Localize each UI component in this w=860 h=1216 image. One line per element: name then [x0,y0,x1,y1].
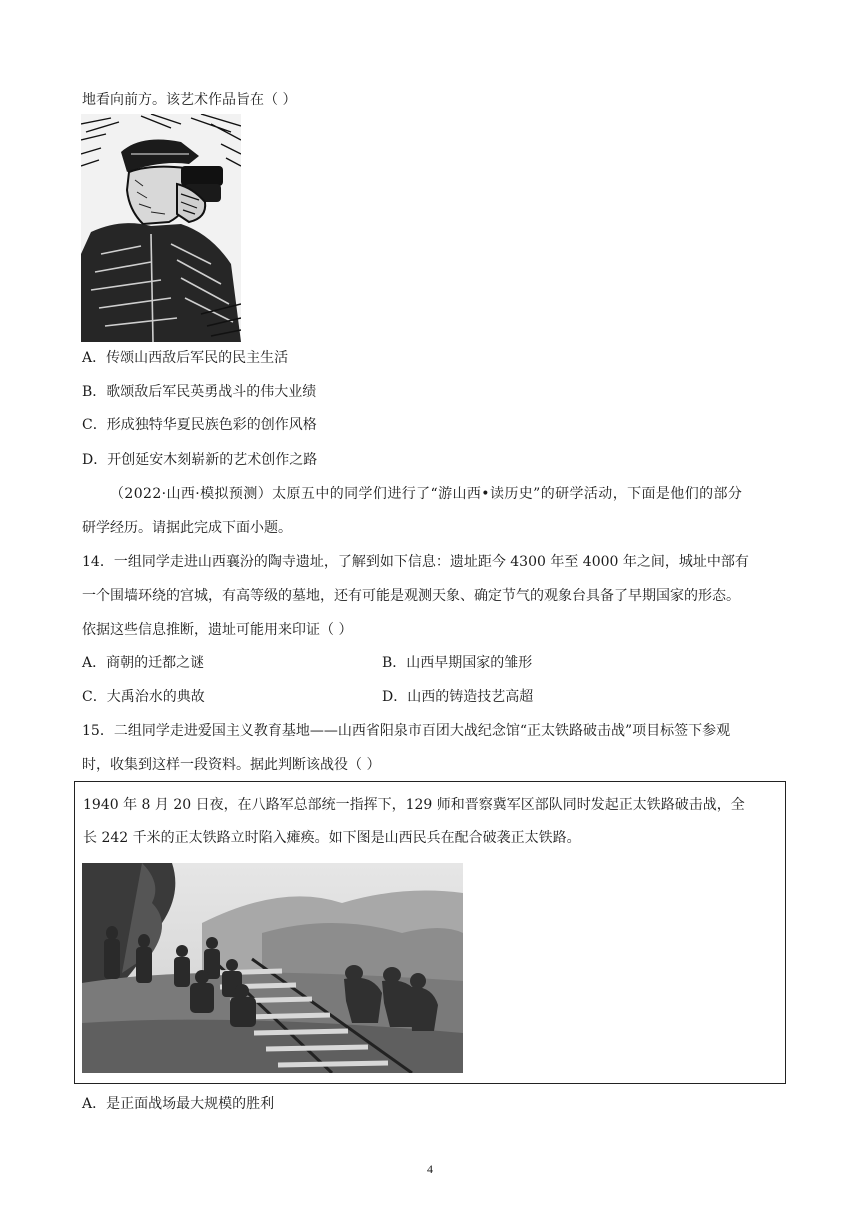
q14-stem-line-3: 依据这些信息推断，遗址可能用来印证（ ） [82,622,353,638]
q13-stem-tail: 地看向前方。该艺术作品旨在（ ） [82,92,297,108]
q14-stem-line-1: 14．一组同学走进山西襄汾的陶寺遗址，了解到如下信息：遗址距今 4300 年至 4000 年之间，城址中部有 [82,554,749,570]
q14-option-a: A．商朝的迁都之谜 [82,655,205,671]
q15-material-box [74,781,786,1084]
q15-stem-line-2: 时，收集到这样一段资料。据此判断该战役（ ） [82,757,381,773]
woodcut-soldier-binoculars-image [81,114,241,342]
q14-option-b: B．山西早期国家的雏形 [382,655,533,671]
q14-option-d: D．山西的铸造技艺高超 [382,689,534,705]
page-number: 4 [427,1162,433,1176]
q13-option-b: B．歌颂敌后军民英勇战斗的伟大业绩 [82,384,317,400]
q14-stem-line-2: 一个围墙环绕的宫城，有高等级的墓地，还有可能是观测天象、确定节气的观象台具备了早期国家的形态。 [82,588,740,604]
intro-line-2: 研学经历。请据此完成下面小题。 [82,520,292,536]
q13-option-c: C．形成独特华夏民族色彩的创作风格 [82,417,317,433]
q15-option-a: A．是正面战场最大规模的胜利 [82,1096,275,1112]
q13-option-d: D．开创延安木刻崭新的艺术创作之路 [82,452,318,468]
q14-option-c: C．大禹治水的典故 [82,689,205,705]
q15-material-line-2: 长 242 千米的正太铁路立时陷入瘫痪。如下图是山西民兵在配合破袭正太铁路。 [83,830,581,846]
q15-material-line-1: 1940 年 8 月 20 日夜，在八路军总部统一指挥下，129 师和晋察冀军区部队同时发起正太铁路破击战，全 [83,797,745,813]
q13-option-a: A．传颂山西敌后军民的民主生活 [82,350,289,366]
q15-stem-line-1: 15．二组同学走进爱国主义教育基地——山西省阳泉市百团大战纪念馆“正太铁路破击战”项目标签下参观 [82,723,731,739]
intro-line-1: （2022·山西·模拟预测）太原五中的同学们进行了“游山西•读历史”的研学活动，下面是他们的部分 [110,486,743,502]
railway-sabotage-photo [82,863,463,1073]
